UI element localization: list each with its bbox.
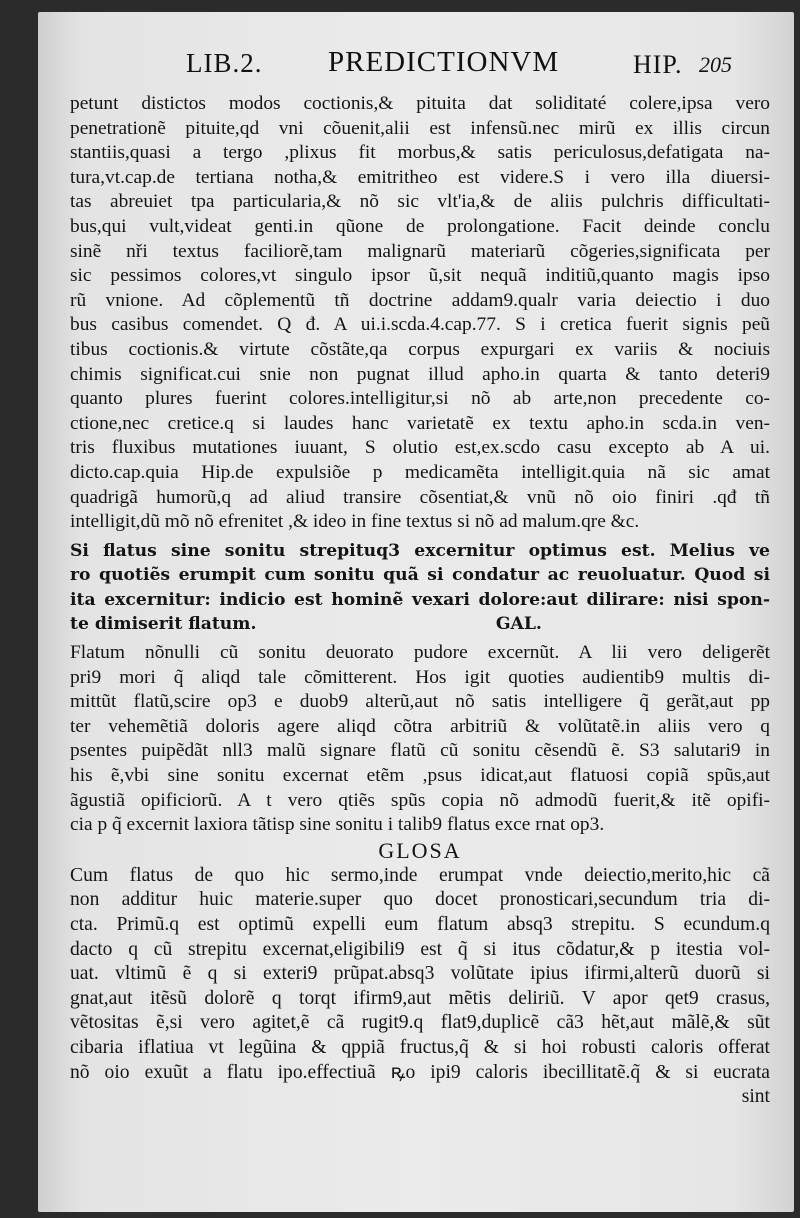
text-line: chimis significat.cui snie non pugnat illud apho.in quarta & tanto deteri9 bbox=[70, 363, 770, 385]
glosa-heading: GLOSA bbox=[378, 837, 462, 863]
text-line: petunt distictos modos coctionis,& pituita dat soliditaté colere,ipsa vero bbox=[70, 93, 770, 114]
aphorism-line: te dimiserit flatum. GAL. bbox=[70, 614, 542, 635]
aphorism-line: ita excernitur: indicio est hominẽ vexari dolore:aut dilirare: nisi spon- bbox=[70, 589, 770, 610]
aphorism-line: ro quotiẽs erumpit cum sonitu quã si condatur ac reuoluatur. Quod si bbox=[70, 565, 770, 586]
text-line: bus,qui vult,videat genti.in qũone de prolongatione. Facit deinde conclu bbox=[70, 215, 770, 237]
catchword: sint bbox=[741, 1086, 770, 1108]
page-number: 205 bbox=[699, 52, 732, 77]
galen-commentary-block bbox=[70, 641, 770, 838]
running-title: PREDICTIONVM bbox=[328, 46, 560, 78]
text-line: sic pessimos colores,vt singulo ipsor ũ,sit nequã inditiũ,quanto magis ipso bbox=[70, 265, 770, 287]
text-line: intelligit,dũ mõ nõ efrenitet ,& ideo in fine textus si nõ ad malum.qre &c. bbox=[70, 511, 640, 533]
text-line: ter vehemẽtiã doloris agere aliqd cõtra arbitriũ & volũtatẽ.in aliis vero q bbox=[70, 715, 770, 737]
aphorism-line: Si flatus sine sonitu strepituq3 excernitur optimus est. Melius ve bbox=[70, 540, 770, 561]
book-page bbox=[38, 12, 794, 1212]
text-line: bus casibus comendet. Q đ. A ui.i.scda.4.cap.77. S i cretica fuerit signis peũ bbox=[70, 314, 770, 336]
author-abbrev: HIP. bbox=[633, 50, 683, 79]
text-line: gnat,aut itẽsũ dolorẽ q torqt ifirm9,aut mẽtis deliriũ. V apor qet9 crasus, bbox=[70, 987, 770, 1009]
text-line: stantiis,quasi a tergo ,plixus fit morbus,& satis periculosus,defatigata na- bbox=[70, 142, 770, 164]
book-number: LIB.2. bbox=[186, 48, 263, 78]
text-line: cibaria iflatiua vt legũina & qppiã fructus,q̃ & si hoi robusti caloris offerat bbox=[70, 1036, 770, 1058]
text-line: ãgustiã opificiorũ. A t vero qtiẽs spũs copia nõ admodũ fuerit,& itẽ opifi- bbox=[70, 789, 770, 811]
aphorism-block bbox=[70, 539, 770, 637]
text-line: cia p q̃ excernit laxiora tãtisp sine sonitu i talib9 flatus exce rnat op3. bbox=[70, 814, 605, 836]
text-line: dicto.cap.quia Hip.de expulsiõe p medicamẽta intelligit.quia nã sic amat bbox=[70, 461, 770, 483]
text-line: mittũt flatũ,scire op3 e duob9 alterũ,aut nõ satis intelligere q̃ gerãt,aut pp bbox=[70, 691, 770, 713]
text-line: nõ oio exuũt a flatu ipo.effectiuã ꝶo ipi9 caloris ibecillitatẽ.q̃ & si eucrata bbox=[70, 1061, 770, 1083]
text-line: rũ vnione. Ad cõplementũ tñ doctrine addam9.qualr varia deiectio i duo bbox=[70, 289, 770, 311]
text-line: Flatum nõnulli cũ sonitu deuorato pudore excernũt. A lii vero deligerẽt bbox=[70, 642, 770, 664]
text-line: ctione,nec cretice.q si laudes hanc varietatẽ ex textu apho.in scda.in ven- bbox=[70, 412, 770, 434]
text-line: non additur huic materie.super quo docet pronosticari,secundum tria di- bbox=[70, 889, 770, 911]
text-line: pri9 mori q̃ aliqd tale cõmitterent. Hos igit quoties audientib9 multis di- bbox=[70, 666, 770, 688]
text-line: penetrationẽ pituite,qd vni cõuenit,alii est infensũ.nec mirũ ex illis circun bbox=[70, 117, 770, 139]
text-line: tas abreuiet tpa particularia,& nõ sic vlt'ia,& de aliis pulchris difficultati- bbox=[70, 191, 770, 213]
text-line: quadrigã humorũ,q ad aliud transire cõsentiat,& vnũ nõ oio finiri .qđ tñ bbox=[70, 486, 770, 508]
text-line: quanto plures fuerint colores.intelligitur,si nõ ab arte,non precedente co- bbox=[70, 388, 770, 410]
text-line: tris fluxibus mutationes iuuant, S olutio est,ex.scdo casu excepto ab A ui. bbox=[70, 437, 770, 459]
text-line: Cum flatus de quo hic sermo,inde erumpat vnde deiectio,merito,hic cã bbox=[70, 864, 770, 886]
text-line: tibus coctionis.& virtute cõstãte,qa corpus expurgari ex variis & nociuis bbox=[70, 338, 770, 360]
text-line: psentes puipẽdãt nll3 malũ signare flatũ cũ sonitu cẽsendũ ẽ. S3 salutari9 in bbox=[70, 740, 770, 762]
text-line: tura,vt.cap.de tertiana notha,& emitritheo est videre.S i vero illa diuersi- bbox=[70, 166, 770, 188]
running-header bbox=[38, 42, 794, 92]
text-line: uat. vltimũ ẽ q si exteri9 prũpat.absq3 volũtate ipius ifirmi,alterũ duorũ si bbox=[70, 963, 770, 985]
text-line: sinẽ nři textus faciliorẽ,tam malignarũ materiarũ cõgeries,significata per bbox=[70, 240, 770, 262]
text-line: cta. Primũ.q est optimũ expelli eum flatum absq3 strepitu. S ecundum.q bbox=[70, 914, 770, 935]
text-line: vẽtositas ẽ,si vero agitet,ẽ cã rugit9.q flat9,duplicẽ cã3 hẽt,aut mãlẽ,& sũt bbox=[70, 1012, 770, 1034]
commentary-block bbox=[70, 92, 770, 535]
text-line: dacto q cũ strepitu excernat,eligibili9 est q̃ si itus cõdatur,& p itestia vol- bbox=[70, 938, 770, 960]
page-body bbox=[70, 92, 770, 1110]
text-line: his ẽ,vbi sine sonitu excernat etẽm ,psus idicat,aut flatuosi copiã spũs,aut bbox=[70, 765, 770, 787]
glosa-block bbox=[70, 864, 770, 1110]
